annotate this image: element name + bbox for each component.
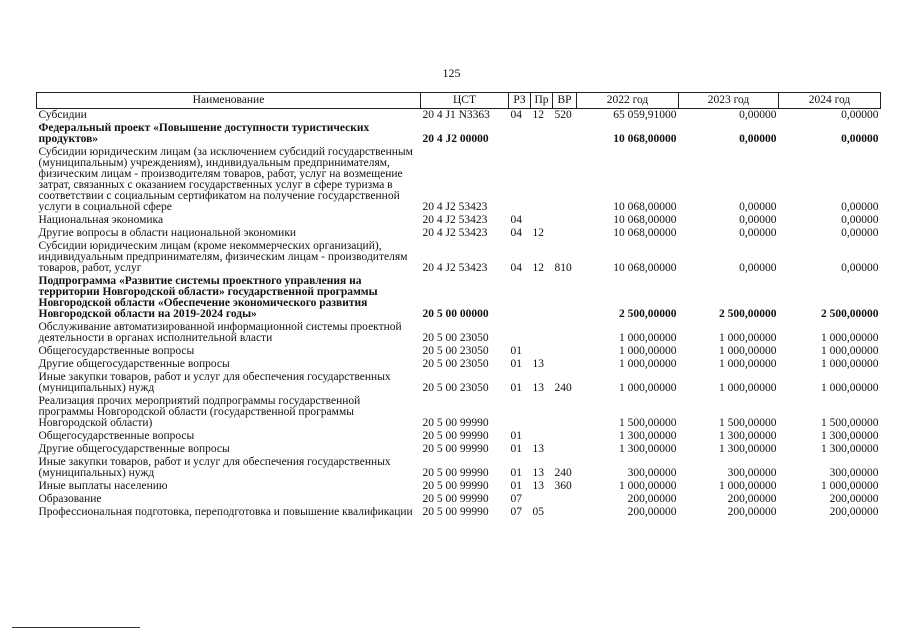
value-2024-cell: 1 300,00000	[821, 430, 879, 442]
vr-cell	[553, 430, 577, 443]
name-cell: Другие вопросы в области национальной экономики	[38, 227, 297, 239]
value-2023-cell: 1 000,00000	[719, 358, 777, 370]
header-name: Наименование	[37, 93, 421, 109]
vr-cell	[553, 146, 577, 214]
rz-cell: 01	[510, 358, 522, 370]
value-2022-cell: 1 300,00000	[619, 443, 677, 455]
vr-cell	[553, 321, 577, 345]
table-row	[37, 506, 881, 519]
rz-cell: 01	[510, 443, 522, 455]
cst-cell: 20 5 00 99990	[422, 443, 489, 455]
value-2023-cell: 0,00000	[739, 227, 777, 239]
value-2023-cell: 200,00000	[727, 506, 777, 518]
vr-cell	[553, 443, 577, 456]
cst-cell: 20 4 J2 53423	[422, 227, 488, 239]
value-2022-cell: 1 000,00000	[619, 358, 677, 370]
name-cell: Образование	[38, 493, 102, 505]
header-rz: РЗ	[509, 93, 531, 109]
rz-cell	[509, 321, 531, 345]
name-cell: Национальная экономика	[38, 214, 164, 226]
table-row	[37, 430, 881, 443]
rz-cell	[509, 146, 531, 214]
rz-cell	[509, 122, 531, 146]
value-2023-cell: 1 500,00000	[719, 417, 777, 429]
value-2022-cell: 1 500,00000	[619, 417, 677, 429]
value-2023-cell: 1 000,00000	[719, 332, 777, 344]
pr-cell: 13	[532, 382, 544, 394]
value-2022-cell: 1 000,00000	[619, 382, 677, 394]
pr-cell	[531, 275, 553, 321]
rz-cell: 01	[510, 382, 522, 394]
rz-cell	[509, 395, 531, 430]
cst-cell: 20 5 00 23050	[422, 345, 489, 357]
value-2024-cell: 1 000,00000	[821, 358, 879, 370]
pr-cell	[531, 430, 553, 443]
value-2024-cell: 200,00000	[829, 506, 879, 518]
value-2024-cell: 2 500,00000	[821, 308, 879, 320]
vr-cell	[553, 345, 577, 358]
value-2023-cell: 1 000,00000	[719, 382, 777, 394]
value-2023-cell: 1 300,00000	[719, 443, 777, 455]
name-cell: Субсидии юридическим лицам (кроме некоммерческих организаций), индивидуальным предпринимателям, физическим лицам - производителям товаров, работ, услуг	[38, 240, 408, 274]
cst-cell: 20 4 J2 53423	[422, 201, 488, 213]
pr-cell: 13	[532, 480, 544, 492]
value-2022-cell: 2 500,00000	[619, 308, 677, 320]
value-2023-cell: 1 000,00000	[719, 345, 777, 357]
table-row	[37, 109, 881, 123]
cst-cell: 20 5 00 99990	[422, 417, 489, 429]
rz-cell: 01	[510, 480, 522, 492]
cst-cell: 20 4 J2 53423	[422, 262, 488, 274]
rz-cell: 04	[510, 214, 522, 226]
name-cell: Профессиональная подготовка, переподготовка и повышение квалификации	[38, 506, 413, 518]
header-vr: ВР	[553, 93, 577, 109]
header-2023: 2023 год	[679, 93, 779, 109]
vr-cell	[553, 227, 577, 240]
pr-cell	[531, 345, 553, 358]
value-2022-cell: 10 068,00000	[613, 227, 677, 239]
vr-cell	[553, 358, 577, 371]
value-2024-cell: 0,00000	[841, 227, 879, 239]
value-2022-cell: 10 068,00000	[613, 262, 677, 274]
vr-cell	[553, 395, 577, 430]
name-cell: Общегосударственные вопросы	[38, 345, 195, 357]
value-2022-cell: 1 000,00000	[619, 345, 677, 357]
value-2024-cell: 200,00000	[829, 493, 879, 505]
rz-cell: 04	[510, 262, 522, 274]
table-row	[37, 480, 881, 493]
table-row	[37, 358, 881, 371]
table-row	[37, 240, 881, 275]
vr-cell: 810	[554, 262, 572, 274]
value-2023-cell: 2 500,00000	[719, 308, 777, 320]
table-header-row	[37, 93, 881, 109]
value-2022-cell: 200,00000	[627, 493, 677, 505]
name-cell: Субсидии юридическим лицам (за исключением субсидий государственным (муниципальным) учреждениям), индивидуальным предпринимателям, физическим лицам - производителям товаров, работ, услуг на возмещение затрат, связанных с оказанием государственных услуг в сфере туризма в соответствии с социальным сертификатом на получение государственной услуги в социальной сфере	[38, 146, 413, 213]
pr-cell: 13	[532, 358, 544, 370]
rz-cell: 01	[510, 345, 522, 357]
name-cell: Иные выплаты населению	[38, 480, 168, 492]
value-2022-cell: 300,00000	[627, 467, 677, 479]
value-2023-cell: 0,00000	[739, 201, 777, 213]
table-row	[37, 443, 881, 456]
value-2024-cell: 1 000,00000	[821, 480, 879, 492]
value-2024-cell: 0,00000	[841, 214, 879, 226]
vr-cell: 520	[554, 109, 572, 121]
value-2023-cell: 300,00000	[727, 467, 777, 479]
value-2022-cell: 200,00000	[627, 506, 677, 518]
cst-cell: 20 5 00 99990	[422, 480, 489, 492]
value-2023-cell: 0,00000	[739, 214, 777, 226]
pr-cell	[531, 122, 553, 146]
cst-cell: 20 5 00 00000	[422, 308, 489, 320]
name-cell: Реализация прочих мероприятий подпрограммы государственной программы Новгородской области (государственной программы Новгородской области)	[38, 395, 361, 429]
value-2024-cell: 1 300,00000	[821, 443, 879, 455]
pr-cell	[531, 214, 553, 227]
rz-cell	[509, 275, 531, 321]
table-row	[37, 122, 881, 146]
header-pr: Пр	[531, 93, 553, 109]
value-2024-cell: 0,00000	[841, 201, 879, 213]
header-cst: ЦСТ	[421, 93, 509, 109]
vr-cell: 360	[554, 480, 572, 492]
value-2023-cell: 0,00000	[739, 262, 777, 274]
value-2024-cell: 1 500,00000	[821, 417, 879, 429]
header-2022: 2022 год	[577, 93, 679, 109]
value-2022-cell: 10 068,00000	[613, 133, 677, 145]
value-2024-cell: 1 000,00000	[821, 332, 879, 344]
value-2023-cell: 0,00000	[739, 133, 777, 145]
budget-table	[36, 92, 881, 519]
name-cell: Федеральный проект «Повышение доступности туристических продуктов»	[38, 122, 370, 145]
value-2023-cell: 0,00000	[739, 109, 777, 121]
value-2022-cell: 1 000,00000	[619, 332, 677, 344]
cst-cell: 20 5 00 99990	[422, 430, 489, 442]
pr-cell	[531, 146, 553, 214]
name-cell: Подпрограмма «Развитие системы проектного управления на территории Новгородской области» государственной программы Новгородской области «Обеспечение экономического развития Новгородской области на 2019-2024 годы»	[38, 275, 378, 320]
value-2024-cell: 0,00000	[841, 133, 879, 145]
value-2022-cell: 10 068,00000	[613, 214, 677, 226]
table-row	[37, 321, 881, 345]
name-cell: Субсидии	[38, 109, 87, 121]
name-cell: Иные закупки товаров, работ и услуг для обеспечения государственных (муниципальных) нужд	[38, 456, 391, 479]
cst-cell: 20 5 00 99990	[422, 506, 489, 518]
table-row	[37, 345, 881, 358]
table-row	[37, 214, 881, 227]
pr-cell: 12	[532, 227, 544, 239]
vr-cell	[553, 506, 577, 519]
cst-cell: 20 5 00 23050	[422, 332, 489, 344]
cst-cell: 20 5 00 23050	[422, 358, 489, 370]
vr-cell: 240	[554, 382, 572, 394]
value-2023-cell: 200,00000	[727, 493, 777, 505]
rz-cell: 01	[510, 430, 522, 442]
pr-cell: 05	[532, 506, 544, 518]
value-2024-cell: 300,00000	[829, 467, 879, 479]
value-2024-cell: 0,00000	[841, 262, 879, 274]
value-2024-cell: 0,00000	[841, 109, 879, 121]
footnote-divider	[12, 627, 140, 628]
vr-cell: 240	[554, 467, 572, 479]
table-body	[37, 109, 881, 520]
cst-cell: 20 5 00 23050	[422, 382, 489, 394]
pr-cell	[531, 493, 553, 506]
name-cell: Иные закупки товаров, работ и услуг для обеспечения государственных (муниципальных) нужд	[38, 371, 391, 394]
pr-cell: 13	[532, 467, 544, 479]
rz-cell: 01	[510, 467, 522, 479]
vr-cell	[553, 493, 577, 506]
table-row	[37, 456, 881, 480]
rz-cell: 07	[510, 493, 522, 505]
rz-cell: 07	[510, 506, 522, 518]
cst-cell: 20 5 00 99990	[422, 467, 489, 479]
value-2022-cell: 1 000,00000	[619, 480, 677, 492]
vr-cell	[553, 122, 577, 146]
vr-cell	[553, 214, 577, 227]
table-row	[37, 275, 881, 321]
vr-cell	[553, 275, 577, 321]
table-row	[37, 371, 881, 395]
value-2022-cell: 1 300,00000	[619, 430, 677, 442]
cst-cell: 20 4 J2 53423	[422, 214, 488, 226]
value-2023-cell: 1 300,00000	[719, 430, 777, 442]
pr-cell	[531, 321, 553, 345]
table-row	[37, 146, 881, 214]
value-2024-cell: 1 000,00000	[821, 345, 879, 357]
pr-cell: 12	[532, 109, 544, 121]
rz-cell: 04	[510, 227, 522, 239]
name-cell: Другие общегосударственные вопросы	[38, 443, 230, 455]
value-2022-cell: 10 068,00000	[613, 201, 677, 213]
pr-cell: 13	[532, 443, 544, 455]
table-row	[37, 227, 881, 240]
name-cell: Обслуживание автоматизированной информационной системы проектной деятельности в органах исполнительной власти	[38, 321, 402, 344]
table-row	[37, 493, 881, 506]
cst-cell: 20 4 J2 00000	[422, 133, 489, 145]
value-2024-cell: 1 000,00000	[821, 382, 879, 394]
header-2024: 2024 год	[779, 93, 881, 109]
page-number: 125	[442, 66, 461, 80]
rz-cell: 04	[510, 109, 522, 121]
cst-cell: 20 4 J1 N3363	[422, 109, 490, 121]
pr-cell	[531, 395, 553, 430]
name-cell: Другие общегосударственные вопросы	[38, 358, 230, 370]
value-2023-cell: 1 000,00000	[719, 480, 777, 492]
pr-cell: 12	[532, 262, 544, 274]
value-2022-cell: 65 059,91000	[613, 109, 677, 121]
table-row	[37, 395, 881, 430]
name-cell: Общегосударственные вопросы	[38, 430, 195, 442]
cst-cell: 20 5 00 99990	[422, 493, 489, 505]
